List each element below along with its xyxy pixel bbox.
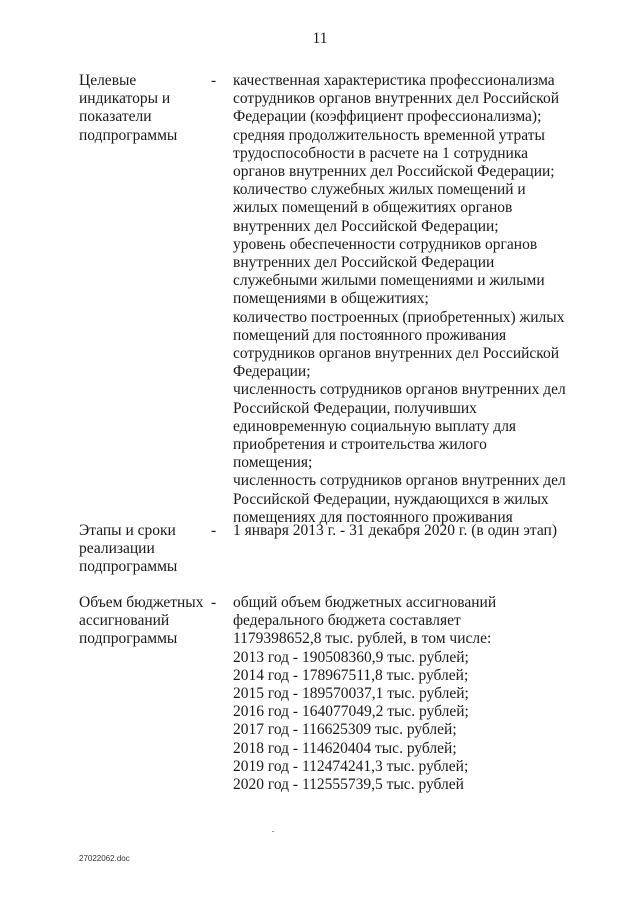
- label-line: реализации: [79, 540, 155, 558]
- content-line: органов внутренних дел Российской Федерации;: [233, 163, 555, 181]
- separator-dash: -: [211, 522, 217, 539]
- content-line: 2013 год - 190508360,9 тыс. рублей;: [233, 648, 469, 666]
- content-line: Российской Федерации, нуждающихся в жилых: [233, 490, 549, 508]
- label-line: Целевые: [79, 72, 137, 89]
- content-line: внутренних дел Российской Федерации: [233, 254, 495, 272]
- content-line: служебными жилыми помещениями и жилыми: [233, 272, 545, 290]
- section-content: [233, 594, 573, 794]
- section-label: [79, 594, 207, 649]
- label-line: ассигнований: [79, 612, 170, 630]
- page-number: 11: [312, 30, 328, 47]
- content-line: средняя продолжительность временной утраты: [233, 126, 545, 144]
- content-line: 2017 год - 116625309 тыс. рублей;: [233, 721, 457, 739]
- content-line: приобретения и строительства жилого: [233, 436, 487, 454]
- label-line: индикаторы и: [79, 90, 171, 108]
- content-line: трудоспособности в расчете на 1 сотрудника: [233, 144, 529, 162]
- label-line: подпрограммы: [79, 630, 178, 648]
- section-label: [79, 522, 207, 577]
- content-line: 2015 год - 189570037,1 тыс. рублей;: [233, 685, 469, 703]
- content-line: 1179398652,8 тыс. рублей, в том числе:: [233, 630, 492, 648]
- content-line: 2020 год - 112555739,5 тыс. рублей: [233, 776, 464, 794]
- content-line: помещениями в общежитиях;: [233, 290, 429, 308]
- content-line: количество служебных жилых помещений и: [233, 181, 526, 199]
- label-line: подпрограммы: [79, 126, 178, 144]
- content-line: уровень обеспеченности сотрудников органов: [233, 235, 538, 253]
- label-line: Этапы и сроки: [79, 522, 176, 539]
- content-line: Российской Федерации, получивших: [233, 399, 477, 417]
- content-line: 1 января 2013 г. - 31 декабря 2020 г. (в один этап): [233, 522, 558, 539]
- content-line: помещения;: [233, 454, 313, 472]
- content-line: численность сотрудников органов внутренних дел: [233, 381, 566, 399]
- content-line: качественная характеристика профессионализма: [233, 72, 555, 89]
- content-line: сотрудников органов внутренних дел Российской: [233, 345, 560, 363]
- content-line: федерального бюджета составляет: [233, 612, 461, 630]
- content-line: 2019 год - 112474241,3 тыс. рублей;: [233, 757, 469, 775]
- label-line: подпрограммы: [79, 558, 178, 576]
- section-content: [233, 72, 573, 527]
- content-line: численность сотрудников органов внутренних дел: [233, 472, 566, 490]
- content-line: Федерации;: [233, 363, 311, 381]
- content-line: единовременную социальную выплату для: [233, 417, 517, 435]
- footer-filename: 27022062.doc: [79, 854, 130, 863]
- content-line: жилых помещений в общежитиях органов: [233, 199, 513, 217]
- separator-dash: -: [211, 594, 217, 611]
- content-line: сотрудников органов внутренних дел Российской: [233, 90, 560, 108]
- content-line: 2014 год - 178967511,8 тыс. рублей;: [233, 666, 469, 684]
- label-line: показатели: [79, 108, 152, 126]
- content-line: общий объем бюджетных ассигнований: [233, 594, 497, 611]
- content-line: 2016 год - 164077049,2 тыс. рублей;: [233, 703, 469, 721]
- content-line: помещениях для постоянного проживания: [233, 508, 513, 526]
- content-line: помещений для постоянного проживания: [233, 326, 507, 344]
- section-label: [79, 72, 207, 145]
- scan-speck: [272, 831, 274, 832]
- content-line: 2018 год - 114620404 тыс. рублей;: [233, 739, 457, 757]
- section-content: [233, 522, 573, 540]
- content-line: Федерации (коэффициент профессионализма);: [233, 108, 542, 126]
- label-line: Объем бюджетных: [79, 594, 204, 611]
- content-line: внутренних дел Российской Федерации;: [233, 217, 499, 235]
- content-line: количество построенных (приобретенных) жилых: [233, 308, 565, 326]
- separator-dash: -: [211, 72, 217, 89]
